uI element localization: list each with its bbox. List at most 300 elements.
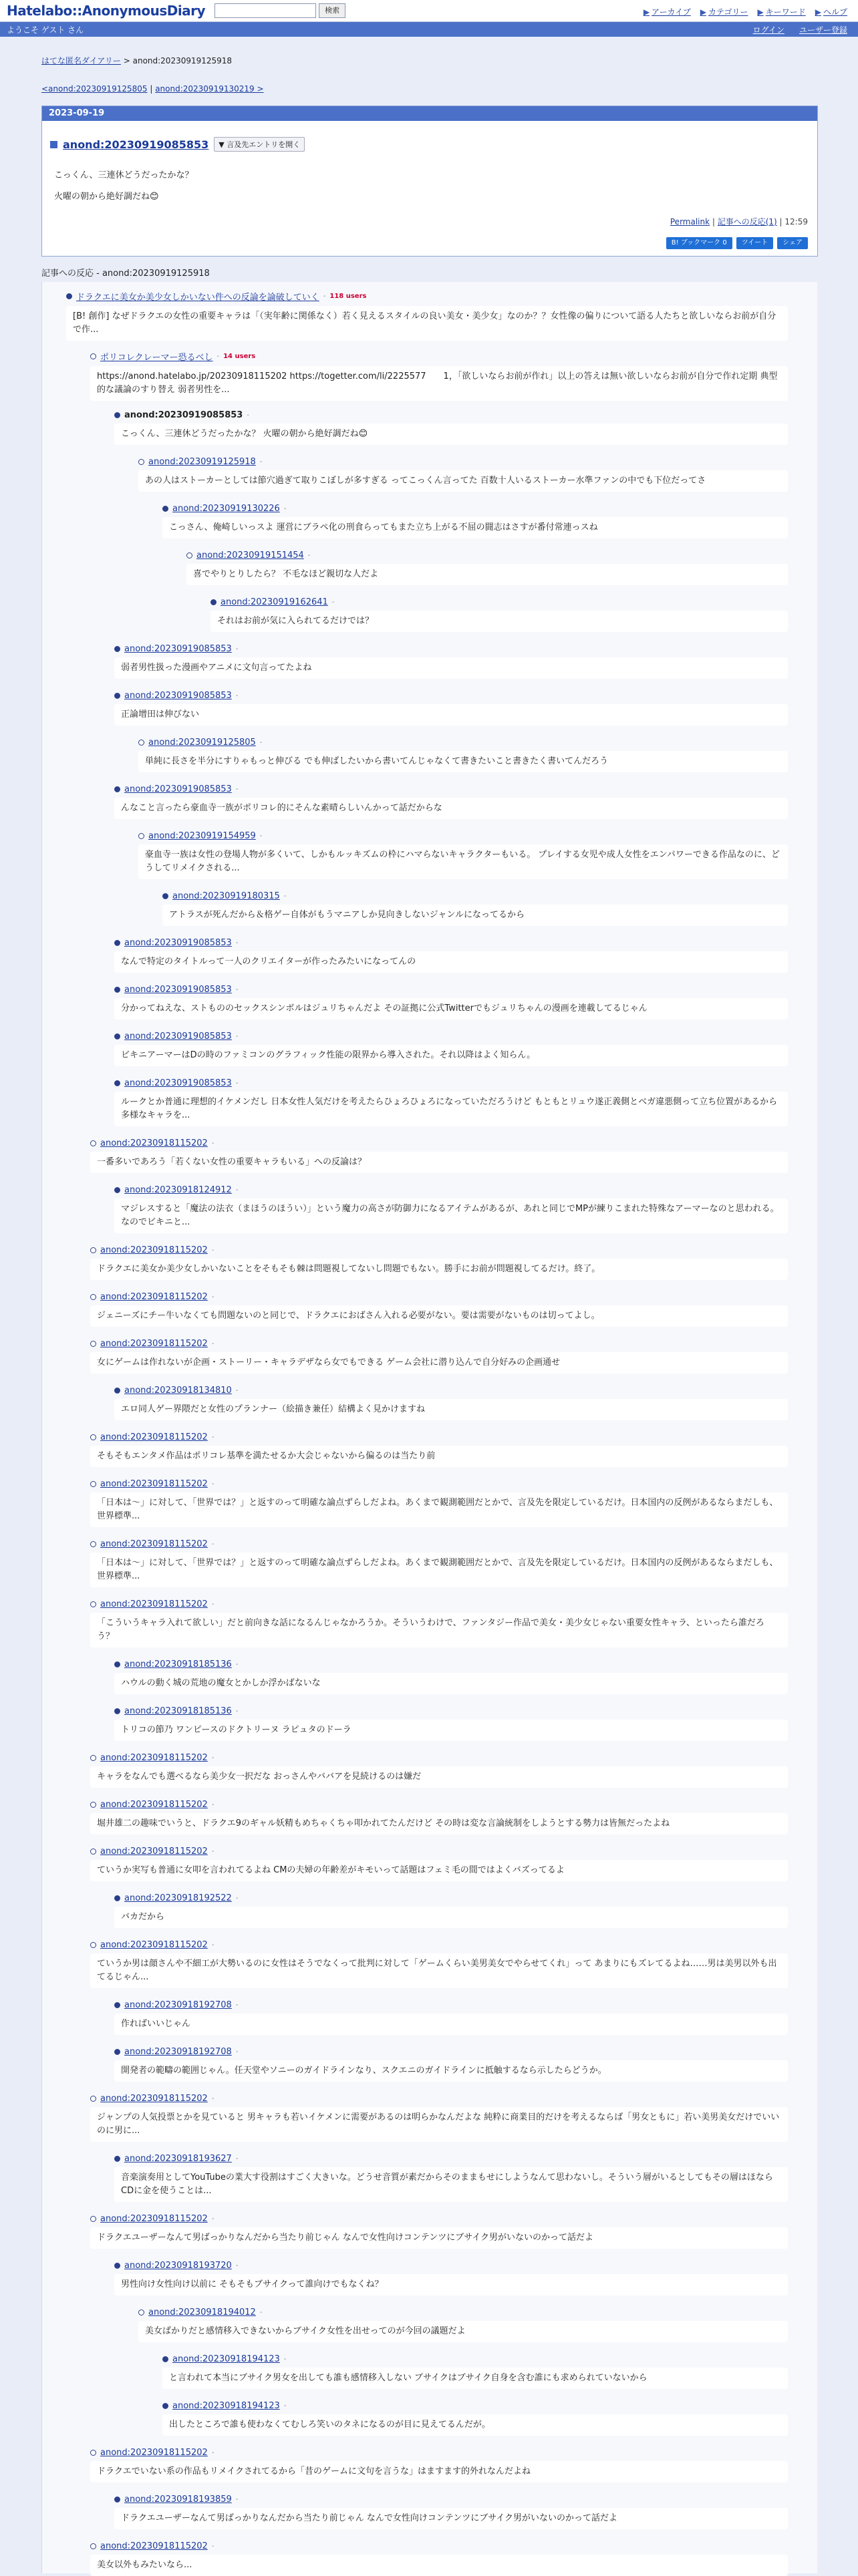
reaction-title-link[interactable]: anond:20230919085853 (124, 938, 232, 948)
reaction-node (114, 1706, 788, 1741)
reaction-body: 喜でやりとりしたら？ 不毛なほど親切な人だよ (186, 564, 788, 585)
reaction-body: ビキニアーマーはDの時のファミコンのグラフィック性能の限界から導入された。それ以降はよく知らん。 (114, 1045, 788, 1066)
register-link[interactable]: ユーザー登録 (799, 25, 847, 35)
reaction-title-link[interactable]: anond:20230918115202 (100, 1753, 208, 1763)
reaction-title-link[interactable]: anond:20230918185136 (124, 1706, 232, 1716)
bullet-icon (114, 2049, 120, 2055)
reaction-node (90, 2094, 788, 2142)
entry-nav: <anond:20230919125805 | anond:20230919130219 > (41, 84, 264, 94)
reaction-body: 美女ばかりだと感情移入できないからブサイク女性を出せってのが今回の議題だよ (138, 2321, 788, 2342)
reaction-node (90, 1940, 788, 1988)
bullet-icon (114, 2156, 120, 2162)
reaction-node (114, 2261, 788, 2295)
reaction-header (114, 2154, 788, 2164)
reaction-body: ドラクエユーザーなんて男ばっかりなんだから当たり前じゃん なんで女性向けコンテンツにブサイク男がいないのかって話だよ (90, 2227, 788, 2249)
bullet-icon (114, 2002, 120, 2008)
reaction-title-link[interactable]: anond:20230918194123 (172, 2401, 280, 2411)
reaction-header (90, 1138, 788, 1148)
reaction-title-link[interactable]: anond:20230919085853 (124, 1078, 232, 1088)
bullet-icon (90, 1434, 96, 1440)
reaction-title-link[interactable]: anond:20230918194012 (148, 2307, 256, 2317)
reaction-body: ていうか実写も普通に女叩を言われてるよね CMの夫婦の年齢差がキモいって話題はフェミ毛の間ではよくバズってるよ (90, 1860, 788, 1881)
reaction-header (114, 2261, 788, 2271)
reaction-node (90, 2448, 788, 2482)
bullet-icon (162, 893, 168, 899)
reaction-node (90, 2214, 788, 2249)
bullet-icon (90, 2216, 96, 2222)
reaction-title-link[interactable]: ドラクエに美女か美少女しかいない件への反論を論破していく (76, 293, 319, 303)
reaction-body: そもそもエンタメ作品はポリコレ基準を満たせるか大会じゃないから偏るのは当たり前 (90, 1446, 788, 1467)
bullet-icon (90, 2450, 96, 2456)
bullet-icon (162, 506, 168, 512)
reaction-body: 分かってねえな、ストもののセックスシンボルはジュリちゃんだよ その証拠に公式Twitterでもジュリちゃんの漫画を連載してるじゃん (114, 998, 788, 1019)
reaction-node (162, 891, 788, 926)
entry-meta: Permalink | 記事への反応(1) | 12:59 (670, 217, 808, 226)
minus-icon[interactable]: - (211, 1941, 214, 1949)
minus-icon[interactable]: - (235, 2155, 239, 2162)
minus-icon[interactable]: - (235, 645, 239, 653)
reaction-title-link[interactable]: anond:20230918115202 (100, 2541, 208, 2551)
reaction-body: ていうか男は顔さんや不細工が大勢いるのに女性はそうでなくって批判に対して「ゲームくらい美男美女でやらせてくれ」って あまりにもズレてるよね……男は美男以外も出てるじゃん... (90, 1953, 788, 1988)
minus-icon[interactable]: - (235, 939, 239, 947)
reaction-node (90, 1599, 788, 1647)
bullet-icon (114, 786, 120, 792)
reaction-body: キャラをなんでも選べるなら美少女一択だな おっさんやババアを見続けるのは嫌だ (90, 1766, 788, 1788)
reaction-header (90, 1846, 788, 1857)
minus-icon[interactable]: - (211, 1480, 214, 1488)
bullet-icon (114, 1708, 120, 1714)
permalink-link[interactable]: Permalink (670, 217, 710, 226)
reaction-title-link[interactable]: anond:20230918115202 (100, 1479, 208, 1489)
reaction-title-link[interactable]: anond:20230918185136 (124, 1659, 232, 1669)
reaction-header (114, 985, 788, 995)
minus-icon[interactable]: - (235, 692, 239, 699)
breadcrumb: はてな匿名ダイアリー > anond:20230919125918 (41, 56, 233, 65)
minus-icon[interactable]: - (211, 1754, 214, 1762)
reaction-body: バカだから (114, 1907, 788, 1928)
reaction-header (90, 2094, 788, 2104)
bullet-icon (114, 1895, 120, 1901)
reaction-node (114, 2000, 788, 2035)
reaction-header (114, 1078, 788, 1088)
reaction-node (90, 1846, 788, 1881)
minus-icon[interactable]: - (211, 2215, 214, 2223)
minus-icon[interactable]: - (235, 1186, 239, 1194)
minus-icon[interactable]: - (235, 1080, 239, 1087)
bookmark-users-badge[interactable]: 14 users (223, 353, 256, 360)
reaction-title-link[interactable]: anond:20230919085853 (124, 1031, 232, 1041)
reaction-title-link[interactable]: anond:20230919154959 (148, 831, 256, 841)
reaction-title-link[interactable]: anond:20230918115202 (100, 2448, 208, 2458)
next-entry-link[interactable]: anond:20230919130219 > (155, 84, 264, 94)
reaction-title-link[interactable]: anond:20230918192708 (124, 2000, 232, 2010)
reaction-title-link[interactable]: anond:20230918115202 (100, 1800, 208, 1810)
reaction-body: 豪血寺一族は女性の登場人物が多くいて、しかもルッキズムの枠にハマらないキャラクターもいる。 プレイする女児や成人女性をエンパワーできる作品なのに、どうしてリメイクされる... (138, 844, 788, 879)
reaction-body: ドラクエでいない系の作品もリメイクされてるから「昔のゲームに文句を言うな」はますます的外れなんだよね (90, 2461, 788, 2482)
reaction-node (162, 2401, 788, 2436)
bullet-icon (138, 459, 144, 465)
bullet-icon (90, 1140, 96, 1146)
reaction-node (114, 2047, 788, 2082)
reaction-header (114, 644, 788, 654)
entry-body-line: 火曜の朝から絶好調だね😊 (54, 192, 159, 202)
bullet-icon (114, 1661, 120, 1667)
reaction-node (90, 1245, 788, 1280)
reaction-body: 正論增田は伸びない (114, 704, 788, 726)
reaction-body: 「日本は〜」に対して、「世界では？」と返すのって明確な論点ずらしだよね。あくまで観測範囲だとかで、言及先を限定しているだけ。日本国内の反例があるならまだしも、世界標準... (90, 1553, 788, 1587)
reaction-node (90, 1479, 788, 1527)
minus-icon[interactable]: - (283, 2356, 287, 2363)
reaction-title-link[interactable]: anond:20230918115202 (100, 1940, 208, 1950)
reaction-title-link[interactable]: ポリコレクレーマー恐るベし (100, 353, 213, 363)
square-icon (50, 141, 57, 148)
reaction-node (114, 985, 788, 1019)
archive-link[interactable]: ▶ アーカイブ (643, 7, 691, 17)
reaction-header (114, 410, 788, 420)
reaction-body: 音楽演奏用としてYouTubeの業大す役割はすごく大きいな。どうせ音質が素だからそのままもせにしようなんて思わないし。そういう層がいるとしてもその層はほならCDに金を使うことは... (114, 2167, 788, 2202)
minus-icon[interactable]: - (283, 2402, 287, 2410)
bullet-icon (114, 987, 120, 993)
minus-icon[interactable]: - (259, 2309, 263, 2316)
reaction-body: マジレスすると「魔法の法衣（まほうのほうい）」という魔力の高さが防御力になるアイテムがあるが、あれと同じでMPが練りこまれた特殊なアーマーなのと思われる。なのでビキニと... (114, 1198, 788, 1233)
reaction-node (90, 1432, 788, 1467)
bullet-icon (210, 599, 217, 605)
share-buttons (666, 237, 808, 249)
reaction-node (114, 1386, 788, 1420)
reaction-title-link[interactable]: anond:20230918193720 (124, 2261, 232, 2271)
reaction-header (114, 2047, 788, 2057)
bullet-icon (138, 740, 144, 746)
reaction-body: 「日本は〜」に対して、「世界では？」と返すのって明確な論点ずらしだよね。あくまで観測範囲だとかで、言及先を限定しているだけ。日本国内の反例があるならまだしも、世界標準... (90, 1492, 788, 1527)
reaction-header (90, 1245, 788, 1255)
minus-icon[interactable]: - (259, 832, 263, 840)
bullet-icon (90, 2096, 96, 2102)
bullet-icon (138, 833, 144, 839)
tweet-button[interactable]: ツイート (736, 237, 774, 249)
bullet-icon (90, 353, 96, 359)
minus-icon[interactable]: - (235, 2048, 239, 2056)
reaction-body: なんで特定のタイトルって一人のクリエイターが作ったみたいになってんの (114, 951, 788, 973)
minus-icon[interactable]: - (235, 2262, 239, 2269)
reaction-node (114, 1031, 788, 1066)
reaction-header (90, 1432, 788, 1442)
reaction-header (114, 1893, 788, 1903)
reaction-body: エロ同人ゲー界隈だと女性のプランナー（絵描き兼任）結構よく見かけますね (114, 1399, 788, 1420)
reaction-body: と言われて本当にブサイク男女を出しても誰も感情移入しない ブサイクはブサイク自身を含む誰にも求められていないから (162, 2368, 788, 2389)
bullet-icon (90, 1755, 96, 1761)
reaction-node (114, 691, 788, 726)
reaction-title-link[interactable]: anond:20230918115202 (100, 2214, 208, 2224)
bookmark-button[interactable]: B! ブックマーク 0 (666, 237, 732, 249)
reaction-node (90, 1539, 788, 1587)
bullet-icon (90, 1942, 96, 1948)
reaction-title-link[interactable]: anond:20230918194123 (172, 2354, 280, 2364)
minus-icon[interactable]: - (211, 2543, 214, 2550)
reaction-title-link[interactable]: anond:20230918115202 (100, 1339, 208, 1349)
keyword-link[interactable]: ▶ キーワード (757, 7, 806, 17)
reaction-node (90, 2541, 788, 2576)
reaction-title-link[interactable]: anond:20230918115202 (100, 1599, 208, 1609)
reaction-node (114, 410, 788, 445)
reaction-header (114, 1659, 788, 1669)
reaction-node (162, 504, 788, 538)
reaction-header (90, 1539, 788, 1549)
reaction-header (114, 784, 788, 794)
reaction-body: 女にゲームは作れないが企画・ストーリー・キャラデザなら女でもできる ゲーム会社に潜り込んで自分好みの企画通せ (90, 1352, 788, 1374)
reaction-title-link[interactable]: anond:20230919180315 (172, 891, 280, 901)
reaction-body: トリコの節乃 ワンピースのドクトリーヌ ラピュタのドーラ (114, 1720, 788, 1741)
reaction-header (114, 2000, 788, 2010)
triangle-icon: ▶ (815, 7, 821, 17)
reaction-title-link[interactable]: anond:20230918192708 (124, 2047, 232, 2057)
minus-icon[interactable]: - (211, 2095, 214, 2102)
reaction-title-link[interactable]: anond:20230918115202 (100, 1432, 208, 1442)
reaction-node (66, 290, 788, 341)
bullet-icon (90, 1848, 96, 1855)
login-link[interactable]: ログイン (752, 25, 784, 35)
minus-icon[interactable]: - (283, 505, 287, 512)
reaction-header (90, 1753, 788, 1763)
reaction-node (114, 2154, 788, 2202)
reaction-header (90, 350, 788, 363)
bullet-icon (162, 2356, 168, 2362)
reaction-body: 堀井雄二の趣味でいうと、ドラクエ9のギャル妖精もめちゃくちゃ叩かれてたんだけど その時は変な言論統制をしようとする勢力は皆無だったよね (90, 1813, 788, 1834)
minus-icon[interactable]: - (211, 1601, 214, 1608)
site-logo[interactable]: Hatelabo::AnonymousDiary (7, 3, 206, 19)
reaction-body: んなこと言ったら豪血寺一族がポリコレ的にそんな素晴らしいんかって話だからな (114, 798, 788, 819)
reaction-header (90, 1940, 788, 1950)
reaction-header (90, 2214, 788, 2224)
reaction-title-link[interactable]: anond:20230918115202 (100, 1846, 208, 1857)
reaction-header (186, 550, 788, 560)
reaction-body: 出したところで誰も使わなくてむしろ笑いのタネになるのが目に見えてるんだが。 (162, 2414, 788, 2436)
bullet-icon (114, 940, 120, 946)
top-header (0, 0, 858, 22)
open-referenced-button[interactable]: ▼ 言及先エントリを開く (214, 137, 305, 152)
minus-icon[interactable]: - (235, 786, 239, 793)
entry-body-line: こっくん、三連休どうだったかな？ (54, 170, 194, 180)
reaction-title-link[interactable]: anond:20230919162641 (221, 597, 328, 607)
minus-icon[interactable]: - (211, 1848, 214, 1855)
reactions-link[interactable]: 記事への反応(1) (717, 217, 777, 226)
reaction-body: 「こういうキャラ入れて欲しい」だと前向きな話になるんじゃなかろうか。そういうわけで、ファンタジー作品で美女・美少女じゃない重要女性キャラ、といったら誰だろう？ (90, 1613, 788, 1647)
bookmark-users-badge[interactable]: 118 users (329, 293, 367, 300)
entry-time: | 12:59 (776, 217, 808, 226)
bullet-icon (114, 412, 120, 418)
bullet-icon (114, 1033, 120, 1039)
minus-icon[interactable]: - (259, 458, 263, 466)
reaction-header (138, 457, 788, 467)
reaction-header (162, 504, 788, 514)
search-input[interactable] (214, 3, 316, 18)
bullet-icon (186, 552, 192, 558)
minus-icon[interactable]: - (307, 552, 311, 559)
reaction-body: ジェニーズにチー牛いなくても問題ないのと同じで、ドラクエにおばさん入れる必要がない。要は需要がないものは切ってよし。 (90, 1305, 788, 1327)
reaction-node (138, 831, 788, 879)
reaction-title-link[interactable]: anond:20230918134810 (124, 1386, 232, 1396)
reaction-header (90, 2541, 788, 2551)
reaction-body: 弱者男性扱った漫画やアニメに文句言ってたよね (114, 657, 788, 679)
reaction-body: ジャンプの人気投票とかを見ていると 男キャラも若いイケメンに需要があるのは明らかなんだよな 純粋に商業目的だけを考えるならば「男女ともに」若い美男美女だけでいいのに男に... (90, 2107, 788, 2142)
minus-icon[interactable]: - (235, 2001, 239, 2009)
entry-title (50, 137, 305, 152)
reaction-header (162, 2354, 788, 2364)
bullet-icon (90, 1247, 96, 1253)
top-links (644, 6, 847, 17)
bullet-icon (90, 2543, 96, 2549)
reaction-body: こっさん、俺崎しいっスよ 運営にブラペ化の刑食らってもまた立ち上がる不屈の闘志はさすが番付常連っスね (162, 517, 788, 538)
reaction-title-link[interactable]: anond:20230918115202 (100, 1292, 208, 1302)
reaction-header (90, 1292, 788, 1302)
triangle-icon: ▶ (643, 7, 650, 17)
minus-icon[interactable]: - (235, 1708, 239, 1715)
category-link[interactable]: ▶ カテゴリー (700, 7, 748, 17)
reaction-title-link[interactable]: anond:20230918115202 (100, 1245, 208, 1255)
reaction-title-link[interactable]: anond:20230918193859 (124, 2494, 232, 2505)
reaction-node (90, 1292, 788, 1327)
reaction-node (90, 1800, 788, 1834)
minus-icon[interactable]: - (211, 1293, 214, 1301)
welcome-text: ようこそ ゲスト さん (7, 25, 84, 35)
bullet-icon (162, 2403, 168, 2409)
bullet-icon (114, 2263, 120, 2269)
reaction-header (90, 1339, 788, 1349)
minus-icon[interactable]: - (247, 412, 249, 419)
reaction-title-link[interactable]: anond:20230918115202 (100, 1138, 208, 1148)
reaction-node (114, 1659, 788, 1694)
reaction-title-link[interactable]: anond:20230918193627 (124, 2154, 232, 2164)
bullet-icon (90, 1541, 96, 1547)
minus-icon[interactable]: - (217, 353, 220, 360)
minus-icon[interactable]: - (235, 1387, 239, 1394)
minus-icon[interactable]: - (235, 1895, 239, 1902)
reaction-title-link[interactable]: anond:20230918124912 (124, 1185, 232, 1195)
reaction-body: 開発者の範疇の範囲じゃん。任天堂やソニーのガイドラインなり、スクエニのガイドラインに抵触するなら示したらどうか。 (114, 2060, 788, 2082)
reaction-title-link: anond:20230919085853 (124, 410, 243, 420)
reaction-node (114, 1893, 788, 1928)
reaction-title-link[interactable]: anond:20230919130226 (172, 504, 280, 514)
reaction-body: 作ればいいじゃん (114, 2014, 788, 2035)
reaction-node (114, 784, 788, 819)
reaction-body: あの人はストーカーとしては節穴過ぎて取りこぼしが多すぎる ってこっくん言ってた 百数十人いるストーカー水準ファンの中でも下位だってさ (138, 470, 788, 492)
bullet-icon (114, 646, 120, 652)
reaction-body: ドラクエに美女か美少女しかいないことをそもそも棘は問題視してないし問題でもない。勝手にお前が問題視してるだけ。終了。 (90, 1259, 788, 1280)
breadcrumb-root[interactable]: はてな匿名ダイアリー (41, 56, 121, 65)
reactions-heading: 記事への反応 - anond:20230919125918 (41, 269, 210, 279)
reaction-header (114, 691, 788, 701)
bullet-icon (90, 1601, 96, 1607)
reaction-header (114, 1031, 788, 1041)
minus-icon[interactable]: - (235, 1661, 239, 1668)
bullet-icon (90, 1802, 96, 1808)
reaction-title-link[interactable]: anond:20230919085853 (124, 784, 232, 794)
facebook-share-button[interactable]: シェア (777, 237, 808, 249)
minus-icon[interactable]: - (331, 599, 335, 606)
reaction-title-link[interactable]: anond:20230919085853 (124, 691, 232, 701)
bullet-icon (114, 1187, 120, 1193)
prev-entry-link[interactable]: <anond:20230919125805 (41, 84, 148, 94)
reaction-header (138, 831, 788, 841)
minus-icon[interactable]: - (283, 893, 287, 900)
minus-icon[interactable]: - (211, 1140, 214, 1147)
reaction-header (90, 1599, 788, 1609)
reaction-title-link[interactable]: anond:20230918115202 (100, 1539, 208, 1549)
reaction-title-link[interactable]: anond:20230919085853 (124, 644, 232, 654)
reaction-body: ドラクエユーザーなんて男ばっかりなんだから当たり前じゃん なんで女性向けコンテンツにブサイク男がいないのかって話だよ (114, 2508, 788, 2529)
reaction-node (138, 457, 788, 492)
minus-icon[interactable]: - (235, 986, 239, 993)
triangle-icon: ▶ (757, 7, 764, 17)
breadcrumb-current: anond:20230919125918 (132, 56, 233, 65)
reaction-header (210, 597, 788, 607)
reaction-title-link[interactable]: anond:20230919125805 (148, 738, 256, 748)
reaction-node (114, 2494, 788, 2529)
entry-title-link[interactable]: anond:20230919085853 (63, 138, 209, 151)
reaction-title-link[interactable]: anond:20230919125918 (148, 457, 256, 467)
bullet-icon (90, 1294, 96, 1300)
reaction-node (138, 738, 788, 772)
reaction-header (162, 891, 788, 901)
reaction-title-link[interactable]: anond:20230918192522 (124, 1893, 232, 1903)
day-date: 2023-09-19 (42, 106, 817, 121)
minus-icon[interactable]: - (211, 1434, 214, 1441)
minus-icon[interactable]: - (323, 293, 326, 300)
reaction-header (90, 2448, 788, 2458)
reaction-tree (41, 282, 817, 2573)
reaction-body: それはお前が気に入られてるだけでは？ (210, 611, 788, 632)
reaction-node (90, 1753, 788, 1788)
minus-icon[interactable]: - (259, 739, 263, 746)
reaction-title-link[interactable]: anond:20230918115202 (100, 2094, 208, 2104)
reaction-body: 一番多いであろう「若くない女性の重要キャラもいる」への反論は？ (90, 1152, 788, 1173)
reaction-node (138, 2307, 788, 2342)
reaction-node (186, 550, 788, 585)
minus-icon[interactable]: - (211, 2449, 214, 2456)
reaction-header (162, 2401, 788, 2411)
reaction-body: 単純に長さを半分にすりゃもっと伸びる でも伸ばしたいから書いてんじゃなくて書きたいこと書きたく書いてんだろう (138, 751, 788, 772)
triangle-icon: ▶ (700, 7, 706, 17)
reaction-node (114, 938, 788, 973)
search-button[interactable]: 検索 (319, 3, 345, 18)
reaction-title-link[interactable]: anond:20230919085853 (124, 985, 232, 995)
reaction-node (162, 2354, 788, 2389)
reaction-body: ハウルの動く城の荒地の魔女とかしか浮かばないな (114, 1673, 788, 1694)
reaction-node (90, 1138, 788, 1173)
reaction-header (90, 1800, 788, 1810)
minus-icon[interactable]: - (235, 1033, 239, 1040)
minus-icon[interactable]: - (211, 1340, 214, 1347)
reaction-body: [B! 創作] なぜドラクエの女性の重要キャラは「（実年齢に関係なく）若く見えるスタイルの良い美女・美少女」なのか？？女性像の偏りについて語る人たちと欲しいならお前が自分で作... (66, 306, 788, 341)
minus-icon[interactable]: - (211, 1801, 214, 1808)
bullet-icon (114, 2497, 120, 2503)
reaction-header (138, 738, 788, 748)
reaction-node (114, 1078, 788, 1126)
minus-icon[interactable]: - (235, 2496, 239, 2503)
reaction-header (114, 2494, 788, 2505)
reaction-title-link[interactable]: anond:20230919151454 (196, 550, 304, 560)
reaction-header (66, 290, 788, 303)
reaction-node (210, 597, 788, 632)
minus-icon[interactable]: - (211, 1541, 214, 1548)
help-link[interactable]: ▶ ヘルプ (815, 7, 847, 17)
user-bar (0, 22, 858, 37)
reaction-node (90, 350, 788, 401)
reaction-header (138, 2307, 788, 2317)
minus-icon[interactable]: - (211, 1247, 214, 1254)
reaction-body: 男性向け女性向け以前に そもそもブサイクって誰向けでもなくね？ (114, 2274, 788, 2295)
bullet-icon (90, 1341, 96, 1347)
bullet-icon (66, 293, 72, 299)
